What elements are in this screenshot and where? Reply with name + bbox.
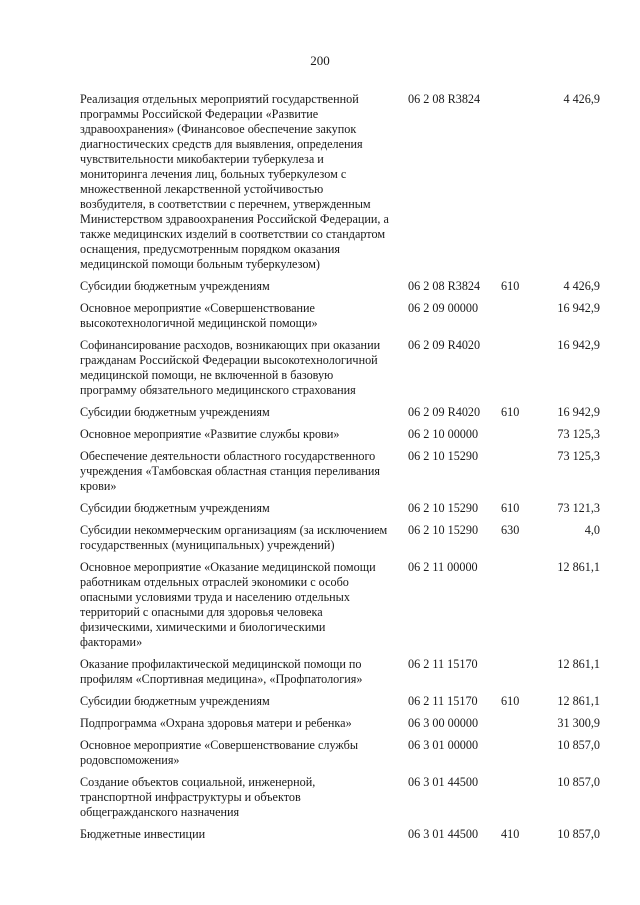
row-code: 06 2 11 15170 [408,657,478,671]
table-row [80,405,620,420]
row-code: 06 2 11 00000 [408,560,478,574]
row-amount: 4 426,9 [563,279,600,293]
row-description: Основное мероприятие «Совершенствование службы родовспоможения» [80,738,359,767]
row-amount: 12 861,1 [557,694,600,708]
row-description: Реализация отдельных мероприятий государственной программы Российской Федерации «Развитие здравоохранения» (Финансовое обеспечение закупок диагностических средств для выявления, определения чувствительности микобактерии туберкулеза и мониторинга лечения лиц, больных туберкулезом с множественной лекарственной устойчивостью возбудителя, в соответствии с перечнем, утвержденным Министерством здравоохранения Российской Федерации, а также медицинских изделий в соответствии со стандартом оснащения, предусмотренным порядком оказания медицинской помощи больным туберкулезом) [80,92,389,271]
row-amount: 10 857,0 [557,738,600,752]
row-description: Основное мероприятие «Совершенствование высокотехнологичной медицинской помощи» [80,301,318,330]
row-code: 06 2 11 15170 [408,694,478,708]
row-expense-type: 610 [501,501,520,515]
table-row [80,694,620,709]
table-row [80,827,620,842]
row-expense-type: 610 [501,694,520,708]
row-amount: 10 857,0 [557,827,600,841]
table-row [80,92,620,272]
row-amount: 16 942,9 [557,338,600,352]
table-row [80,560,620,650]
row-code: 06 3 01 00000 [408,738,479,752]
table-row [80,427,620,442]
row-code: 06 2 08 R3824 [408,92,481,106]
row-amount: 12 861,1 [557,657,600,671]
row-code: 06 2 08 R3824 [408,279,481,293]
row-expense-type: 410 [501,827,520,841]
row-amount: 73 125,3 [557,449,600,463]
table-row [80,523,620,553]
table-row [80,716,620,731]
row-description: Субсидии бюджетным учреждениям [80,501,270,515]
table-row [80,449,620,494]
row-amount: 73 121,3 [557,501,600,515]
row-description: Обеспечение деятельности областного государственного учреждения «Тамбовская областная станция переливания крови» [80,449,381,493]
table-row [80,738,620,768]
row-expense-type: 610 [501,405,520,419]
row-code: 06 2 09 00000 [408,301,479,315]
row-description: Основное мероприятие «Оказание медицинской помощи работникам отдельных отраслей экономики с особо опасными условиями труда и населению отдельных территорий с опасными для здоровья человека физическими, химическими и биологическими факторами» [80,560,376,649]
row-code: 06 2 10 00000 [408,427,479,441]
row-amount: 4 426,9 [563,92,600,106]
table-row [80,657,620,687]
table-row [80,279,620,294]
row-description: Создание объектов социальной, инженерной, транспортной инфраструктуры и объектов общегражданского назначения [80,775,316,819]
row-amount: 16 942,9 [557,301,600,315]
row-expense-type: 610 [501,279,520,293]
row-description: Субсидии бюджетным учреждениям [80,405,270,419]
row-code: 06 2 09 R4020 [408,405,481,419]
row-code: 06 2 10 15290 [408,523,479,537]
table-row [80,338,620,398]
row-amount: 31 300,9 [557,716,600,730]
row-code: 06 3 00 00000 [408,716,479,730]
row-description: Основное мероприятие «Развитие службы крови» [80,427,340,441]
table-row [80,775,620,820]
row-description: Субсидии некоммерческим организациям (за исключением государственных (муниципальных) учреждений) [80,523,388,552]
row-code: 06 3 01 44500 [408,775,479,789]
row-description: Оказание профилактической медицинской помощи по профилям «Спортивная медицина», «Профпатология» [80,657,363,686]
row-code: 06 2 09 R4020 [408,338,481,352]
table-row [80,501,620,516]
row-amount: 73 125,3 [557,427,600,441]
table-row [80,301,620,331]
row-code: 06 3 01 44500 [408,827,479,841]
row-amount: 4,0 [584,523,600,537]
row-description: Бюджетные инвестиции [80,827,206,841]
page-number: 200 [310,53,330,68]
row-amount: 16 942,9 [557,405,600,419]
row-description: Субсидии бюджетным учреждениям [80,279,270,293]
row-description: Субсидии бюджетным учреждениям [80,694,270,708]
row-amount: 12 861,1 [557,560,600,574]
row-code: 06 2 10 15290 [408,449,479,463]
row-description: Софинансирование расходов, возникающих при оказании гражданам Российской Федерации высокотехнологичной медицинской помощи, не включенной в базовую программу обязательного медицинского страхования [80,338,381,397]
row-description: Подпрограмма «Охрана здоровья матери и ребенка» [80,716,352,730]
row-code: 06 2 10 15290 [408,501,479,515]
budget-table [80,92,620,849]
row-amount: 10 857,0 [557,775,600,789]
row-expense-type: 630 [501,523,520,537]
